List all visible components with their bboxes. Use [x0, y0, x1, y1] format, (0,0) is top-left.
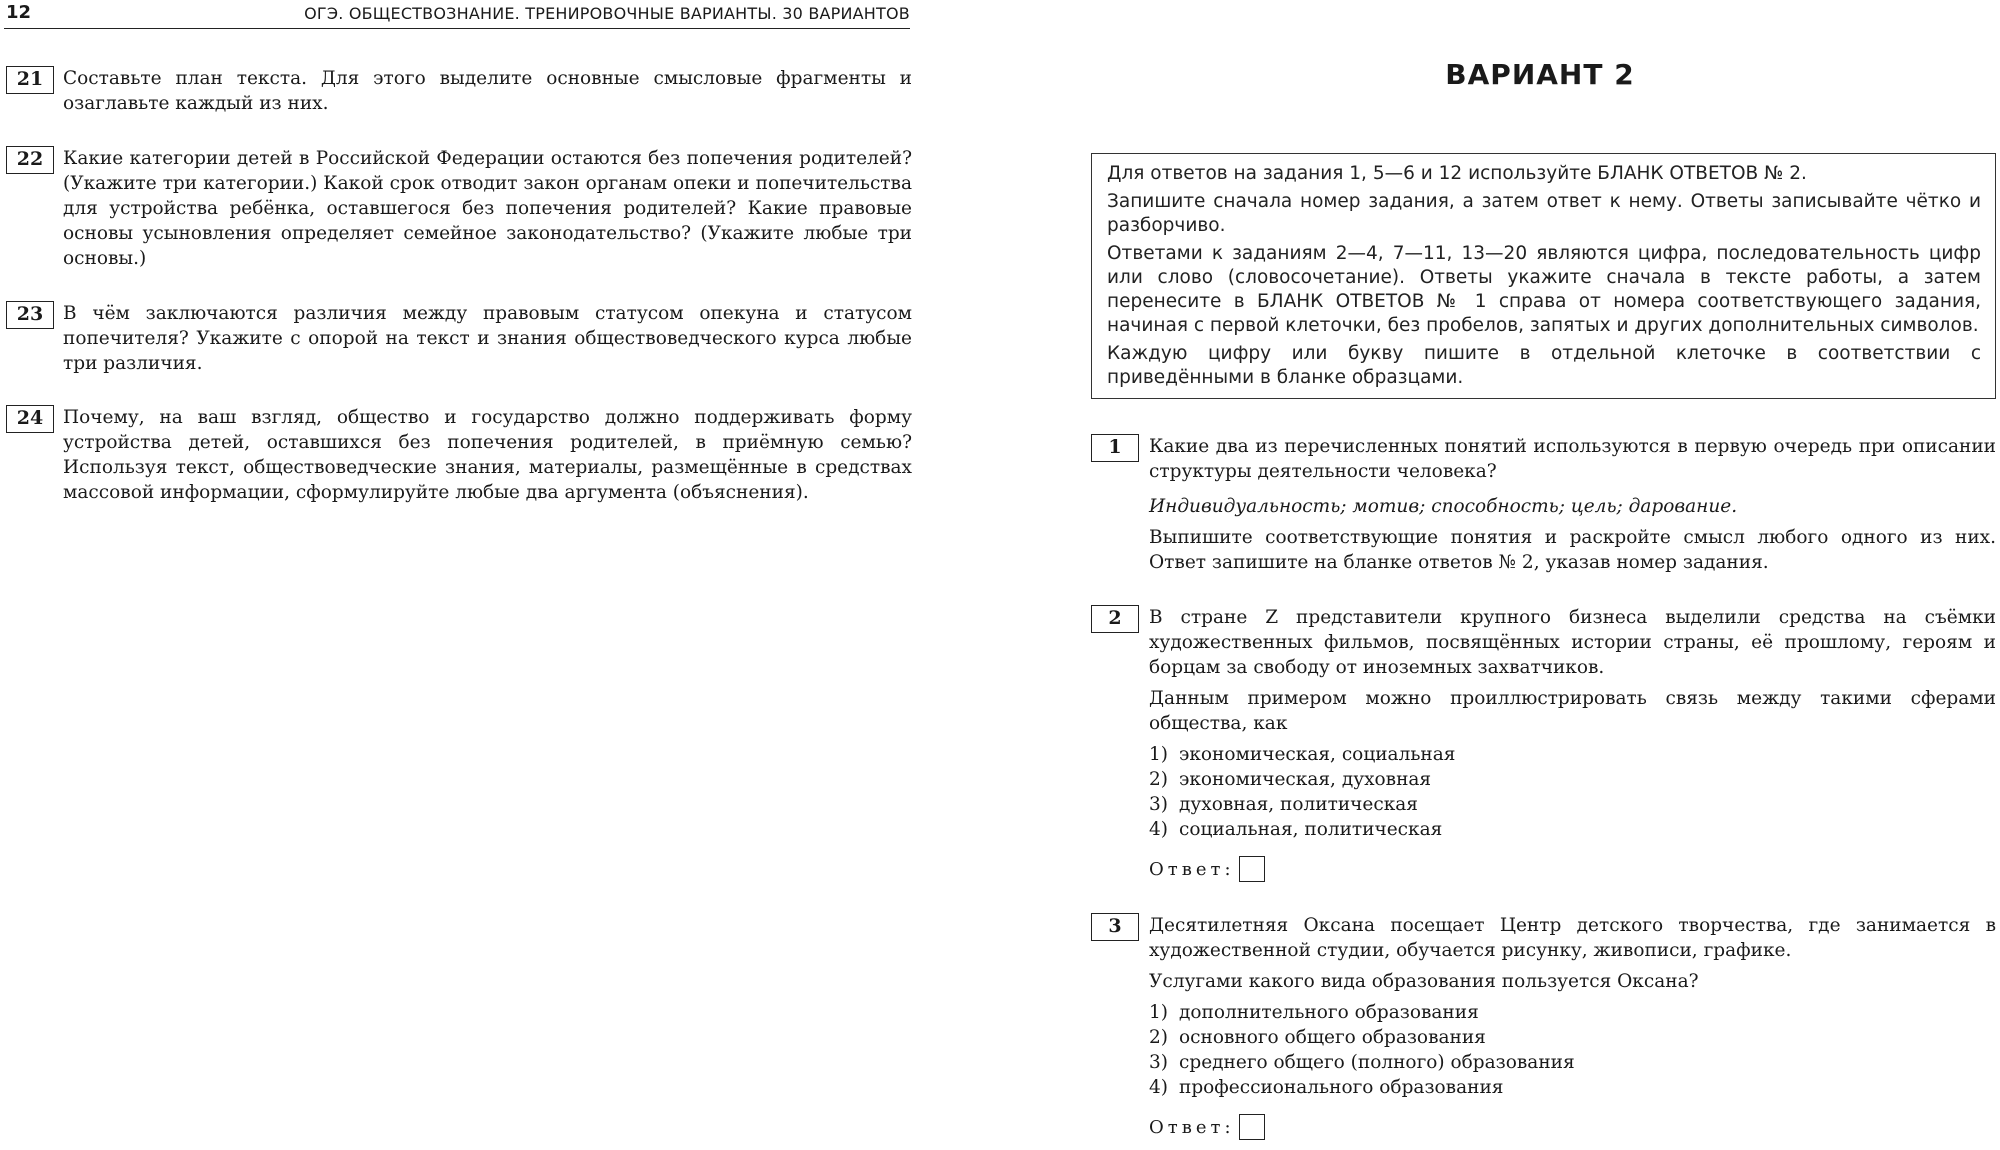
task-text: Почему, на ваш взгляд, общество и государство должно поддерживать форму устройства детей, оставшихся без попечения родителей, в приёмную семью? Используя текст, обществоведческие знания, материалы, размещённые в средствах массовой информации, сформулируйте любые два аргумента (объяснения).: [63, 407, 912, 503]
answer-box[interactable]: [1239, 856, 1265, 882]
task-number: 23: [6, 301, 54, 329]
answer-box[interactable]: [1239, 1114, 1265, 1140]
answer-label: Ответ:: [1149, 1116, 1235, 1138]
instruction-line: Ответами к заданиям 2—4, 7—11, 13—20 являются цифра, последовательность цифр или слово (словосочетание). Ответы укажите сначала в тексте работы, а затем перенесите в БЛАНК ОТВЕТОВ № 1 справа от номера соответствующего задания, начиная с первой клеточки, без пробелов, запятых и других дополнительных символов.: [1107, 243, 1981, 336]
task-body: [1149, 434, 1996, 581]
answer-row: [1149, 1114, 1996, 1140]
answer-label: Ответ:: [1149, 858, 1235, 880]
answer-row: [1149, 856, 1996, 882]
task-body: [1149, 605, 1996, 882]
page-header: [4, 2, 910, 29]
task-number: 21: [6, 66, 54, 94]
task-prompt: Данным примером можно проиллюстрировать связь между такими сферами общества, как: [1149, 688, 1996, 734]
task-number: 3: [1091, 913, 1139, 941]
task-question: Какие два из перечисленных понятий используются в первую очередь при описании структуры деятельности человека?: [1149, 436, 1996, 482]
options-list: [1149, 742, 1996, 842]
instruction-line: Запишите сначала номер задания, а затем ответ к нему. Ответы записывайте чётко и разборчиво.: [1107, 191, 1981, 236]
task-text: Составьте план текста. Для этого выделите основные смысловые фрагменты и озаглавьте каждый из них.: [63, 68, 912, 114]
task-text: В чём заключаются различия между правовым статусом опекуна и статусом попечителя? Укажите с опорой на текст и знания обществоведческого курса любые три различия.: [63, 303, 912, 374]
instruction-line: Для ответов на задания 1, 5—6 и 12 используйте БЛАНК ОТВЕТОВ № 2.: [1107, 163, 1807, 184]
instructions-box: [1091, 153, 1996, 399]
task-number: 1: [1091, 434, 1139, 462]
task-terms: Индивидуальность; мотив; способность; цель; дарование.: [1149, 496, 1738, 517]
task-prompt: Услугами какого вида образования пользуется Оксана?: [1149, 971, 1699, 992]
task-body: [1149, 913, 1996, 1140]
option-item: 2) экономическая, духовная: [1149, 769, 1432, 790]
page-number: 12: [6, 2, 32, 23]
instruction-line: Каждую цифру или букву пишите в отдельной клеточке в соответствии с приведёнными в бланке образцами.: [1107, 343, 1981, 388]
task-text: Какие категории детей в Российской Федерации остаются без попечения родителей? (Укажите три категории.) Какой срок отводит закон органам опеки и попечительства для устройства ребёнка, оставшегося без попечения родителей? Какие правовые основы усыновления определяет семейное законодательство? (Укажите любые три основы.): [63, 148, 912, 269]
task-question: Десятилетняя Оксана посещает Центр детского творчества, где занимается в художественной студии, обучается рисунку, живописи, графике.: [1149, 915, 1996, 961]
running-title: ОГЭ. ОБЩЕСТВОЗНАНИЕ. ТРЕНИРОВОЧНЫЕ ВАРИАНТЫ. 30 ВАРИАНТОВ: [304, 4, 910, 23]
option-item: 1) экономическая, социальная: [1149, 744, 1456, 765]
task-question: В стране Z представители крупного бизнеса выделили средства на съёмки художественных фильмов, посвящённых истории страны, её прошлому, героям и борцам за свободу от иноземных захватчиков.: [1149, 607, 1996, 678]
option-item: 3) среднего общего (полного) образования: [1149, 1052, 1575, 1073]
task-instruction: Выпишите соответствующие понятия и раскройте смысл любого одного из них. Ответ запишите на бланке ответов № 2, указав номер задания.: [1149, 527, 1996, 573]
option-item: 1) дополнительного образования: [1149, 1002, 1479, 1023]
option-item: 2) основного общего образования: [1149, 1027, 1486, 1048]
option-item: 3) духовная, политическая: [1149, 794, 1418, 815]
option-item: 4) профессионального образования: [1149, 1077, 1504, 1098]
task-number: 22: [6, 146, 54, 174]
options-list: [1149, 1000, 1996, 1100]
task-number: 2: [1091, 605, 1139, 633]
right-page: [1080, 0, 2000, 1150]
variant-title: ВАРИАНТ 2: [1445, 58, 1635, 91]
left-page: [0, 0, 920, 1150]
task-number: 24: [6, 405, 54, 433]
option-item: 4) социальная, политическая: [1149, 819, 1443, 840]
